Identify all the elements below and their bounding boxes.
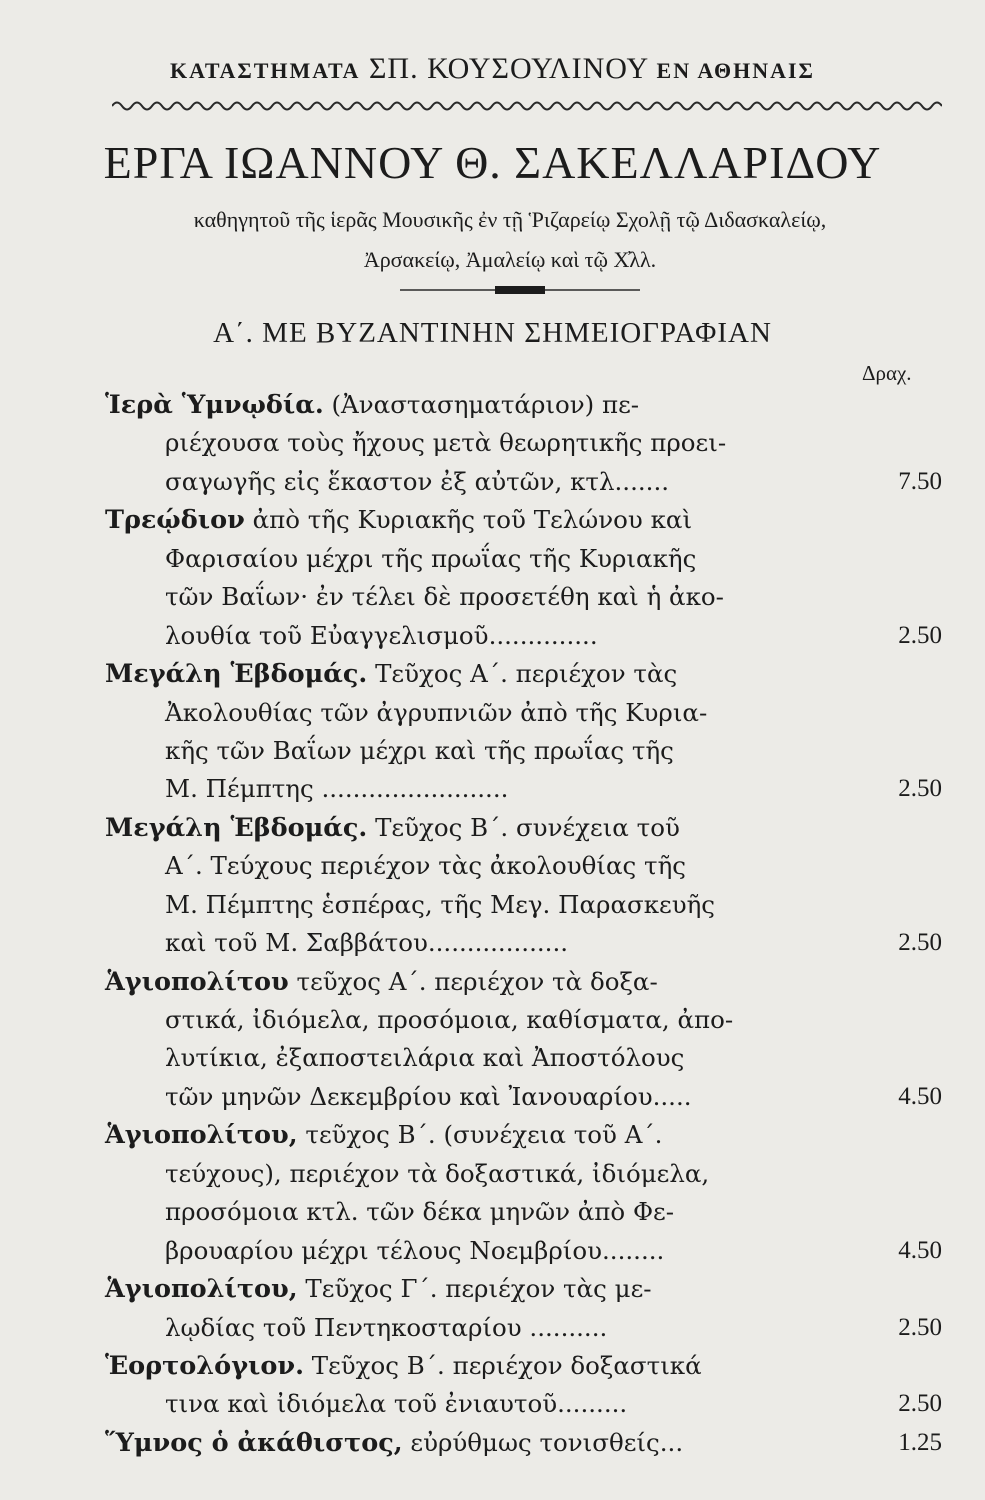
entry-line <box>0 963 985 1001</box>
entry-line <box>0 1001 985 1039</box>
page-title: ΕΡΓΑ ΙΩΑΝΝΟΥ Θ. ΣΑΚΕΛΛΑΡΙΔΟΥ <box>103 137 882 188</box>
entry-price: 2.50 <box>898 1313 942 1341</box>
entry-line <box>0 617 985 655</box>
header-publisher-name: ΣΠ. ΚΟΥΣΟΥΛΙΝΟΥ <box>368 52 649 85</box>
header-prefix: ΚΑΤΑΣΤΗΜΑΤΑ <box>170 58 361 83</box>
entry-line <box>0 463 985 501</box>
entry-line <box>0 924 985 962</box>
entry-description: βρουαρίου μέχρι τέλους Νοεμβρίου........ <box>165 1235 665 1265</box>
section-heading: Α΄. ΜΕ ΒΥΖΑΝΤΙΝΗΝ ΣΗΜΕΙΟΓΡΑΦΙΑΝ <box>213 317 772 349</box>
entry-line <box>0 1155 985 1193</box>
catalog-entry <box>0 1270 985 1347</box>
entry-description: (Ἀναστασηματάριον) πε- <box>331 390 640 419</box>
entry-description: καὶ τοῦ Μ. Σαββάτου.................. <box>165 928 569 958</box>
entry-term: Τρεῴδιον <box>105 505 245 536</box>
entry-description: ἀπὸ τῆς Κυριακῆς τοῦ Τελώνου καὶ <box>252 505 693 535</box>
entry-line <box>0 886 985 924</box>
entry-price: 4.50 <box>898 1082 942 1110</box>
entry-price: 2.50 <box>898 1390 942 1418</box>
entry-term: Ὕμνος ὁ ἀκάθιστος, <box>105 1427 403 1458</box>
entry-price: 4.50 <box>898 1236 942 1264</box>
entry-description: τεῦχος Α΄. περιέχον τὰ δοξα- <box>296 966 658 996</box>
entry-price: 1.25 <box>898 1428 942 1456</box>
catalog-entry <box>0 655 985 809</box>
entry-description: τῶν Βαΐων· ἐν τέλει δὲ προσετέθη καὶ ἡ ἀκο- <box>165 582 724 612</box>
catalog-entry <box>0 1424 985 1462</box>
publisher-header <box>0 52 985 86</box>
entry-description: λουθία τοῦ Εὐαγγελισμοῦ.............. <box>165 620 598 650</box>
subtitle-line: Ἀρσακείῳ, Ἀμαλείῳ καὶ τῷ Χ̓λλ. <box>363 247 657 272</box>
entry-description: τεύχους), περιέχον τὰ δοξαστικά, ἰδιόμελα, <box>165 1158 710 1188</box>
entry-description: εὐρύθμως τονισθείς... <box>410 1427 684 1457</box>
entry-term: Ἑορτολόγιον. <box>105 1350 304 1381</box>
entry-line <box>0 1270 985 1308</box>
entry-line <box>0 655 985 693</box>
entry-description: τινα καὶ ἰδιόμελα τοῦ ἐνιαυτοῦ......... <box>165 1389 628 1419</box>
subtitle-line: καθηγητοῦ τῆς ἱερᾶς Μουσικῆς ἐν τῇ Ῥιζαρείῳ Σχολῇ τῷ Διδασκαλείῳ, <box>193 207 827 232</box>
entry-description: τεῦχος Β΄. (συνέχεια τοῦ Α΄. <box>305 1120 663 1150</box>
entry-term: Ἁγιοπολίτου, <box>105 1274 298 1305</box>
catalog-entry <box>0 386 985 501</box>
entry-line <box>0 1232 985 1270</box>
entry-term: Μεγάλη Ἑβδομάς. <box>105 659 368 690</box>
entry-price: 2.50 <box>898 621 942 649</box>
entry-description: Τεῦχος Β΄. συνέχεια τοῦ <box>375 812 680 842</box>
entry-description: ριέχουσα τοὺς ἤχους μετὰ θεωρητικῆς προει- <box>165 428 727 458</box>
entry-price: 7.50 <box>898 467 942 495</box>
entry-description: Μ. Πέμπτης ἑσπέρας, τῆς Μεγ. Παρασκευῆς <box>165 889 716 919</box>
entry-description: κῆς τῶν Βαΐων μέχρι καὶ τῆς πρωΐας τῆς <box>165 735 674 765</box>
catalog-entry <box>0 809 985 963</box>
entry-line <box>0 540 985 578</box>
entry-description: προσόμοια κτλ. τῶν δέκα μηνῶν ἀπὸ Φε- <box>165 1197 675 1227</box>
entry-description: Τεῦχος Γ΄. περιέχον τὰς με- <box>305 1274 652 1304</box>
entry-line <box>0 770 985 808</box>
header-location: ΕΝ ΑΘΗΝΑΙΣ <box>656 58 815 83</box>
catalog-entries <box>0 386 985 1462</box>
entry-description: λῳδίας τοῦ Πεντηκοσταρίου .......... <box>165 1312 608 1342</box>
entry-line <box>0 501 985 539</box>
entry-line <box>0 386 985 424</box>
entry-description: Τεῦχος Β΄. περιέχον δοξαστικά <box>311 1350 702 1380</box>
entry-description: Α΄. Τεύχους περιέχον τὰς ἀκολουθίας τῆς <box>165 851 686 881</box>
entry-term: Μεγάλη Ἑβδομάς. <box>105 812 368 843</box>
entry-line <box>0 578 985 616</box>
entry-description: λυτίκια, ἐξαποστειλάρια καὶ Ἀποστόλους <box>165 1043 685 1073</box>
entry-description: σαγωγῆς εἰς ἕκαστον ἐξ αὐτῶν, κτλ....... <box>165 466 670 496</box>
entry-line <box>0 1309 985 1347</box>
entry-line <box>0 732 985 770</box>
entry-line <box>0 1424 985 1462</box>
entry-line <box>0 1193 985 1231</box>
entry-price: 2.50 <box>898 775 942 803</box>
entry-line <box>0 694 985 732</box>
entry-description: στικά, ἰδιόμελα, προσόμοια, καθίσματα, ἀπο- <box>165 1005 734 1034</box>
catalog-entry <box>0 963 985 1117</box>
catalog-entry <box>0 1116 985 1270</box>
entry-line <box>0 1347 985 1385</box>
catalog-entry <box>0 1347 985 1424</box>
entry-description: τῶν μηνῶν Δεκεμβρίου καὶ Ἰανουαρίου..... <box>165 1081 692 1111</box>
currency-label: Δραχ. <box>862 361 912 385</box>
entry-price: 2.50 <box>898 929 942 957</box>
catalog-entry <box>0 501 985 655</box>
ornament-rule <box>400 284 640 296</box>
entry-line <box>0 424 985 462</box>
entry-line <box>0 1078 985 1116</box>
entry-description: Φαρισαίου μέχρι τῆς πρωΐας τῆς Κυριακῆς <box>165 543 697 573</box>
entry-term: Ἁγιοπολίτου <box>105 966 289 997</box>
entry-line <box>0 1039 985 1077</box>
author-subtitle <box>70 200 950 280</box>
entry-description: Μ. Πέμπτης ........................ <box>165 774 509 804</box>
entry-term: Ἱερὰ Ὑμνῳδία. <box>105 390 324 420</box>
wavy-divider <box>112 96 942 116</box>
entry-description: Ἀκολουθίας τῶν ἀγρυπνιῶν ἀπὸ τῆς Κυρια- <box>165 697 708 727</box>
entry-line <box>0 847 985 885</box>
entry-line <box>0 1116 985 1154</box>
entry-line <box>0 1385 985 1423</box>
entry-line <box>0 809 985 847</box>
entry-term: Ἁγιοπολίτου, <box>105 1120 298 1151</box>
entry-description: Τεῦχος Α΄. περιέχον τὰς <box>375 659 678 689</box>
